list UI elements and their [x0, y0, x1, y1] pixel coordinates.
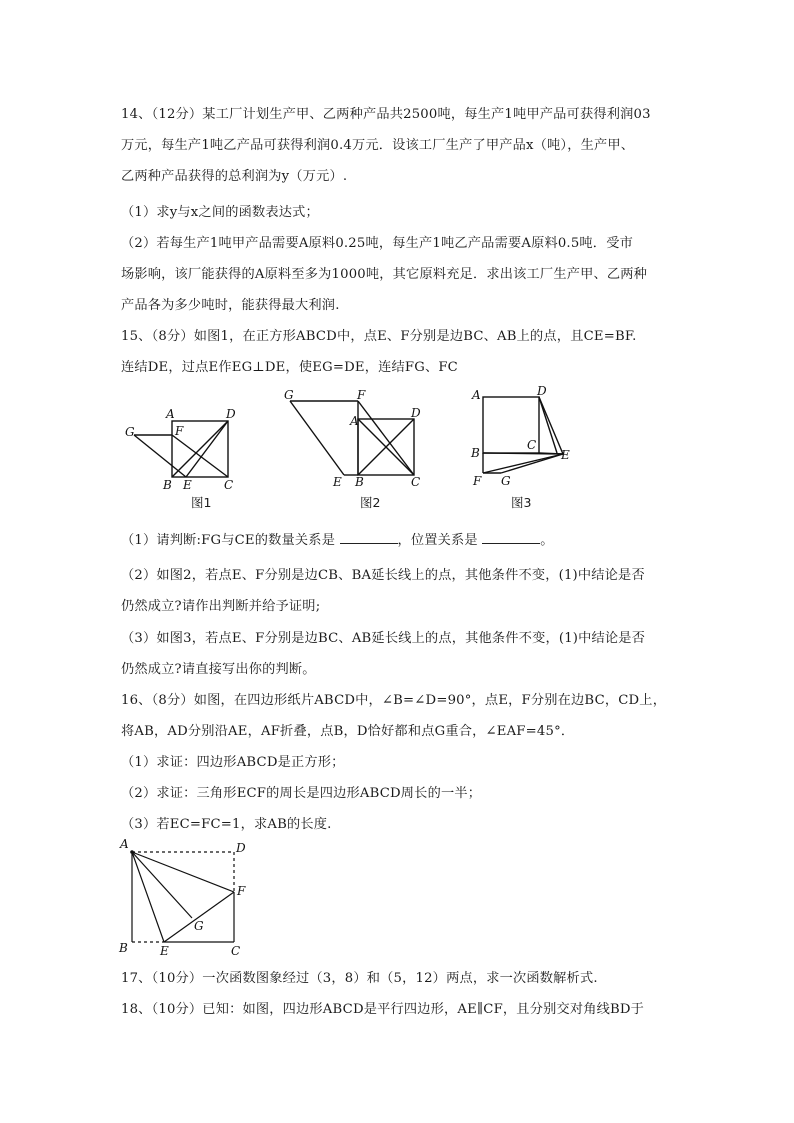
fig3-label-b: B: [471, 446, 480, 460]
q14-line-1: 14、（12分）某工厂计划生产甲、乙两种产品共2500吨，每生产1吨甲产品可获得利润03: [121, 107, 651, 122]
fig2-label-b: B: [355, 475, 364, 489]
figure-3: [465, 385, 585, 490]
fig2-label-c: C: [411, 475, 421, 489]
q14-part-2-line-1: （2）若每生产1吨甲产品需要A原料0.25吨，每生产1吨乙产品需要A原料0.5吨．受市: [121, 236, 633, 251]
fig2-label-d: D: [411, 406, 421, 420]
q15-part-1: [121, 529, 554, 548]
q16-part-3: （3）若EC=FC=1，求AB的长度.: [121, 817, 332, 832]
fig2-label-f: F: [357, 388, 366, 402]
q14-line-2: 万元，每生产1吨乙产品可获得利润0.4万元．设该工厂生产了甲产品x（吨），生产甲、: [121, 138, 635, 153]
fig1-label-b: B: [163, 478, 172, 492]
fig3-label-d: D: [537, 384, 547, 398]
fig3-label-g: G: [501, 474, 511, 488]
fig3-label-c: C: [527, 438, 537, 452]
q15-part-3-line-1: （3）如图3，若点E、F分别是边BC、AB延长线上的点，其他条件不变，(1)中结论是否: [121, 631, 646, 646]
fig1-label-g: G: [125, 425, 135, 439]
q16-part-1: （1）求证：四边形ABCD是正方形；: [121, 755, 345, 770]
q16-label-c: C: [231, 944, 241, 958]
q16-label-d: D: [236, 841, 246, 855]
q14-part-2-line-3: 产品各为多少吨时，能获得最大利润.: [121, 298, 340, 313]
q16-line-1: 16、（8分）如图，在四边形纸片ABCD中，∠B=∠D=90°，点E，F分别在边BC，CD上，: [121, 693, 667, 708]
fig1-label-f: F: [175, 424, 184, 438]
q16-label-a: A: [120, 837, 129, 851]
q17-line-1: 17、（10分）一次函数图象经过（3，8）和（5，12）两点，求一次函数解析式.: [121, 971, 598, 986]
fig2-label-a: A: [350, 414, 359, 428]
q15-part-1-text-c: 。: [540, 533, 554, 548]
q15-part-3-line-2: 仍然成立?请直接写出你的判断。: [121, 662, 316, 677]
fig2-caption: 图2: [360, 495, 381, 510]
answer-blank-2: [482, 531, 540, 544]
q15-part-2-line-2: 仍然成立?请作出判断并给予证明;: [121, 599, 321, 614]
q16-label-e: E: [160, 944, 169, 958]
figure-q16: [118, 838, 258, 958]
fig2-label-g: G: [284, 388, 294, 402]
fig1-label-a: A: [166, 407, 175, 421]
q14-line-3: 乙两种产品获得的总利润为y（万元）.: [121, 169, 348, 184]
q14-part-1: （1）求y与x之间的函数表达式；: [121, 205, 319, 220]
q15-line-2: 连结DE，过点E作EG⊥DE，使EG=DE，连结FG、FC: [121, 360, 458, 375]
q16-label-b: B: [119, 941, 128, 955]
figure-1: [120, 405, 240, 500]
answer-blank-1: [340, 531, 398, 544]
fig1-label-e: E: [183, 478, 192, 492]
q15-line-1: 15、（8分）如图1，在正方形ABCD中，点E、F分别是边BC、AB上的点，且CE=BF.: [121, 329, 637, 344]
fig1-label-c: C: [224, 478, 234, 492]
q18-line-1: 18、（10分）已知：如图，四边形ABCD是平行四边形，AE∥CF，且分别交对角线BD于: [121, 1002, 645, 1017]
q15-part-1-text-a: （1）请判断:FG与CE的数量关系是: [121, 533, 336, 548]
fig3-label-f: F: [473, 474, 482, 488]
fig3-label-e: E: [561, 448, 570, 462]
q16-label-g: G: [194, 919, 204, 933]
q15-part-2-line-1: （2）如图2，若点E、F分别是边CB、BA延长线上的点，其他条件不变，(1)中结论是否: [121, 568, 645, 583]
q16-label-f: F: [237, 884, 246, 898]
q14-part-2-line-2: 场影响，该厂能获得的A原料至多为1000吨，其它原料充足．求出该工厂生产甲、乙两种: [121, 267, 648, 282]
fig3-caption: 图3: [511, 495, 532, 510]
q16-part-2: （2）求证：三角形ECF的周长是四边形ABCD周长的一半；: [121, 786, 482, 801]
q16-line-2: 将AB，AD分别沿AE，AF折叠，点B，D恰好都和点G重合，∠EAF=45°．: [121, 724, 575, 739]
fig2-label-e: E: [333, 475, 342, 489]
figure-2: [280, 385, 430, 489]
fig1-label-d: D: [226, 407, 236, 421]
fig3-label-a: A: [472, 388, 481, 402]
fig1-caption: 图1: [191, 495, 212, 510]
q15-part-1-text-b: ，位置关系是: [397, 533, 478, 548]
